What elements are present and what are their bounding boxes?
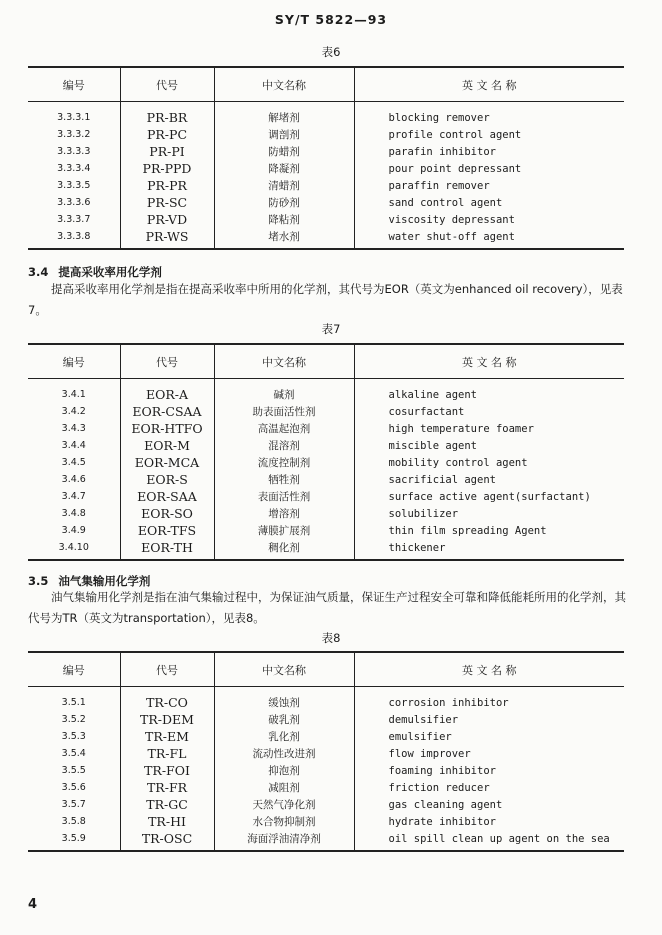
cell-chinese-name: 天然气净化剂 (214, 796, 354, 813)
table-row (28, 403, 624, 420)
cell-code: EOR-HTFO (120, 420, 214, 437)
table6-caption: 表6 (321, 45, 341, 59)
cell-english-name: water shut-off agent (354, 228, 624, 249)
cell-number: 3.5.8 (61, 816, 86, 827)
cell-english-name: thickener (354, 539, 624, 560)
cell-chinese-name: 水合物抑制剂 (214, 813, 354, 830)
cell-number: 3.5.2 (61, 714, 86, 725)
cell-code: EOR-S (120, 471, 214, 488)
cell-code: TR-EM (120, 728, 214, 745)
cell-chinese-name: 增溶剂 (214, 505, 354, 522)
col-header-en: 英 文 名 称 (354, 344, 624, 379)
cell-number: 3.5.1 (61, 697, 86, 708)
cell-english-name: mobility control agent (354, 454, 624, 471)
cell-english-name: high temperature foamer (354, 420, 624, 437)
cell-number: 3.5.5 (61, 765, 86, 776)
cell-code: EOR-M (120, 437, 214, 454)
cell-number: 3.4.7 (61, 491, 86, 502)
table8 (28, 651, 624, 852)
cell-code: TR-GC (120, 796, 214, 813)
section-3-4-paragraph: 提高采收率用化学剂是指在提高采收率中所用的化学剂，其代号为EOR（英文为enhanced oil recovery），见表7。 (28, 282, 623, 317)
cell-english-name: cosurfactant (354, 403, 624, 420)
table-row (28, 762, 624, 779)
cell-chinese-name: 薄膜扩展剂 (214, 522, 354, 539)
cell-code: EOR-A (120, 379, 214, 404)
page-number: 4 (28, 897, 38, 912)
table-row (28, 379, 624, 404)
cell-chinese-name: 破乳剂 (214, 711, 354, 728)
cell-english-name: corrosion inhibitor (354, 687, 624, 712)
cell-chinese-name: 降凝剂 (214, 160, 354, 177)
cell-english-name: profile control agent (354, 126, 624, 143)
table-row (28, 177, 624, 194)
cell-english-name: alkaline agent (354, 379, 624, 404)
document-header: SY/T 5822—93 (274, 12, 388, 27)
table-row (28, 779, 624, 796)
table-row (28, 471, 624, 488)
cell-english-name: sacrificial agent (354, 471, 624, 488)
cell-number: 3.4.5 (61, 457, 86, 468)
cell-english-name: parafin inhibitor (354, 143, 624, 160)
col-header-num: 编号 (28, 67, 120, 102)
cell-chinese-name: 稠化剂 (214, 539, 354, 560)
col-header-cn: 中文名称 (214, 67, 354, 102)
table-row (28, 102, 624, 127)
table-row (28, 211, 624, 228)
table-row (28, 796, 624, 813)
cell-chinese-name: 高温起泡剂 (214, 420, 354, 437)
cell-number: 3.3.3.2 (57, 129, 91, 140)
cell-chinese-name: 流动性改进剂 (214, 745, 354, 762)
cell-chinese-name: 调剖剂 (214, 126, 354, 143)
cell-number: 3.5.3 (61, 731, 86, 742)
cell-number: 3.4.10 (58, 542, 89, 553)
cell-chinese-name: 堵水剂 (214, 228, 354, 249)
cell-english-name: pour point depressant (354, 160, 624, 177)
cell-number: 3.4.2 (61, 406, 86, 417)
table-row (28, 522, 624, 539)
table-row (28, 830, 624, 851)
cell-chinese-name: 清蜡剂 (214, 177, 354, 194)
cell-number: 3.3.3.4 (57, 163, 91, 174)
cell-number: 3.3.3.8 (57, 231, 91, 242)
cell-chinese-name: 抑泡剂 (214, 762, 354, 779)
cell-number: 3.5.9 (61, 833, 86, 844)
cell-number: 3.5.7 (61, 799, 86, 810)
cell-number: 3.4.6 (61, 474, 86, 485)
cell-chinese-name: 减阻剂 (214, 779, 354, 796)
cell-number: 3.3.3.6 (57, 197, 91, 208)
cell-code: EOR-TH (120, 539, 214, 560)
cell-english-name: solubilizer (354, 505, 624, 522)
col-header-cn: 中文名称 (214, 652, 354, 687)
table-row (28, 813, 624, 830)
cell-code: TR-FL (120, 745, 214, 762)
cell-code: TR-DEM (120, 711, 214, 728)
cell-code: TR-HI (120, 813, 214, 830)
col-header-code: 代号 (120, 652, 214, 687)
cell-english-name: viscosity depressant (354, 211, 624, 228)
table-row (28, 711, 624, 728)
col-header-code: 代号 (120, 67, 214, 102)
cell-code: PR-PC (120, 126, 214, 143)
col-header-cn: 中文名称 (214, 344, 354, 379)
table7 (28, 343, 624, 561)
table-row (28, 194, 624, 211)
table-row (28, 687, 624, 712)
table-header-row (28, 344, 624, 379)
table-row (28, 143, 624, 160)
table-row (28, 160, 624, 177)
col-header-num: 编号 (28, 344, 120, 379)
col-header-en: 英 文 名 称 (354, 67, 624, 102)
cell-chinese-name: 海面浮油清净剂 (214, 830, 354, 851)
col-header-code: 代号 (120, 344, 214, 379)
cell-number: 3.5.4 (61, 748, 86, 759)
section-title: 油气集输用化学剂 (58, 574, 151, 588)
table-row (28, 505, 624, 522)
table-header-row (28, 67, 624, 102)
cell-code: PR-BR (120, 102, 214, 127)
cell-english-name: demulsifier (354, 711, 624, 728)
col-header-en: 英 文 名 称 (354, 652, 624, 687)
table-row (28, 488, 624, 505)
cell-english-name: oil spill clean up agent on the sea (354, 830, 624, 851)
table-row (28, 228, 624, 249)
cell-code: PR-SC (120, 194, 214, 211)
table8-caption: 表8 (321, 631, 341, 645)
table-row (28, 437, 624, 454)
section-3-5-paragraph: 油气集输用化学剂是指在油气集输过程中，为保证油气质量，保证生产过程安全可靠和降低能耗所用的化学剂，其代号为TR（英文为transportation），见表8。 (28, 590, 626, 625)
cell-chinese-name: 防砂剂 (214, 194, 354, 211)
cell-english-name: emulsifier (354, 728, 624, 745)
cell-chinese-name: 碱剂 (214, 379, 354, 404)
cell-english-name: paraffin remover (354, 177, 624, 194)
table-row (28, 728, 624, 745)
cell-code: PR-PPD (120, 160, 214, 177)
cell-code: EOR-SAA (120, 488, 214, 505)
cell-english-name: blocking remover (354, 102, 624, 127)
section-title: 提高采收率用化学剂 (58, 265, 162, 279)
cell-english-name: sand control agent (354, 194, 624, 211)
section-3-4-heading (28, 264, 162, 280)
cell-chinese-name: 混溶剂 (214, 437, 354, 454)
table-row (28, 454, 624, 471)
cell-english-name: hydrate inhibitor (354, 813, 624, 830)
cell-code: PR-VD (120, 211, 214, 228)
cell-number: 3.4.1 (61, 389, 86, 400)
col-header-num: 编号 (28, 652, 120, 687)
cell-number: 3.5.6 (61, 782, 86, 793)
cell-code: EOR-MCA (120, 454, 214, 471)
table7-caption: 表7 (321, 322, 341, 336)
cell-number: 3.4.9 (61, 525, 86, 536)
cell-code: EOR-TFS (120, 522, 214, 539)
cell-number: 3.3.3.7 (57, 214, 91, 225)
cell-code: TR-FR (120, 779, 214, 796)
section-number: 3.5 (28, 574, 49, 588)
cell-code: PR-PR (120, 177, 214, 194)
cell-number: 3.3.3.3 (57, 146, 91, 157)
table-row (28, 745, 624, 762)
cell-english-name: gas cleaning agent (354, 796, 624, 813)
cell-code: EOR-CSAA (120, 403, 214, 420)
cell-chinese-name: 乳化剂 (214, 728, 354, 745)
cell-code: PR-PI (120, 143, 214, 160)
table-header-row (28, 652, 624, 687)
cell-english-name: miscible agent (354, 437, 624, 454)
cell-code: PR-WS (120, 228, 214, 249)
cell-chinese-name: 表面活性剂 (214, 488, 354, 505)
cell-number: 3.4.3 (61, 423, 86, 434)
cell-english-name: thin film spreading Agent (354, 522, 624, 539)
cell-code: TR-OSC (120, 830, 214, 851)
cell-chinese-name: 解堵剂 (214, 102, 354, 127)
cell-chinese-name: 防蜡剂 (214, 143, 354, 160)
section-number: 3.4 (28, 265, 49, 279)
cell-code: EOR-SO (120, 505, 214, 522)
cell-chinese-name: 流度控制剂 (214, 454, 354, 471)
cell-number: 3.3.3.1 (57, 112, 91, 123)
cell-english-name: friction reducer (354, 779, 624, 796)
table-row (28, 126, 624, 143)
cell-chinese-name: 缓蚀剂 (214, 687, 354, 712)
cell-english-name: foaming inhibitor (354, 762, 624, 779)
table-row (28, 539, 624, 560)
cell-number: 3.4.4 (61, 440, 86, 451)
cell-chinese-name: 牺牲剂 (214, 471, 354, 488)
cell-code: TR-CO (120, 687, 214, 712)
cell-chinese-name: 助表面活性剂 (214, 403, 354, 420)
table6 (28, 66, 624, 250)
table-row (28, 420, 624, 437)
cell-number: 3.3.3.5 (57, 180, 91, 191)
cell-number: 3.4.8 (61, 508, 86, 519)
cell-code: TR-FOI (120, 762, 214, 779)
cell-english-name: flow improver (354, 745, 624, 762)
cell-english-name: surface active agent(surfactant) (354, 488, 624, 505)
cell-chinese-name: 降粘剂 (214, 211, 354, 228)
